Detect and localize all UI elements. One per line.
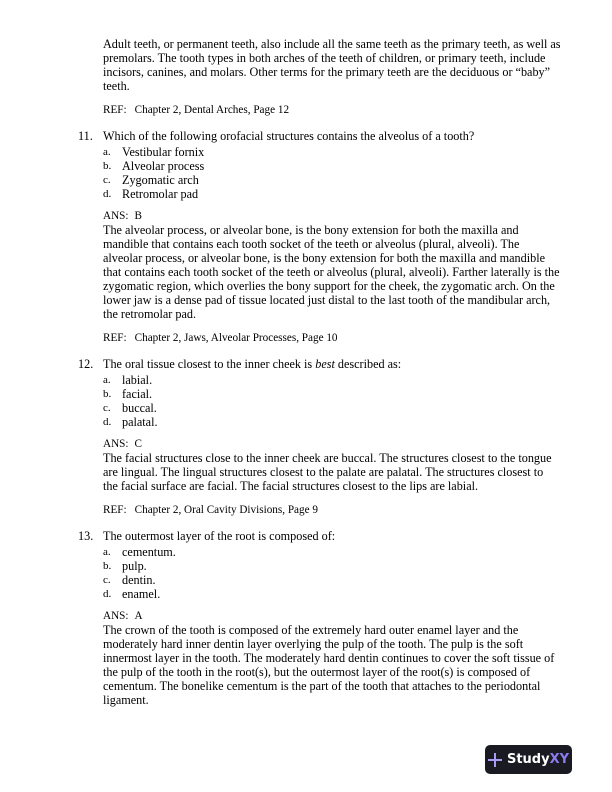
answer: ANS: B xyxy=(103,210,142,222)
option-c: c. buccal. xyxy=(103,401,157,415)
question-stem: Which of the following orofacial structures contains the alveolus of a tooth? xyxy=(103,129,475,143)
question-number: 13. xyxy=(78,529,94,543)
option-d: d. Retromolar pad xyxy=(103,187,199,201)
option-a: a. Vestibular fornix xyxy=(103,145,205,159)
question-stem: The outermost layer of the root is composed of: xyxy=(103,529,336,543)
option-c: c. dentin. xyxy=(103,573,156,587)
plus-icon xyxy=(488,753,502,767)
rationale: The crown of the tooth is composed of the extremely hard outer enamel layer and the moderately hard inner dentin layer overlying the pulp of the tooth. The pulp is the soft innermost layer in the tooth. The moderately hard dentin continues to cover the soft tissue of the pulp of the tooth in the root(s), but the outermost layer of the root(s) is composed of cementum. The bonelike cementum is the part of the tooth that attaches to the periodontal ligament. xyxy=(103,623,555,707)
question-number: 12. xyxy=(78,357,94,371)
option-d: d. palatal. xyxy=(103,415,158,429)
option-b: b. Alveolar process xyxy=(103,159,205,173)
question-12 xyxy=(78,357,561,517)
option-a: a. labial. xyxy=(103,373,153,387)
question-13 xyxy=(78,529,561,707)
options-list xyxy=(103,145,561,201)
question-number: 11. xyxy=(78,129,93,143)
reference: REF: Chapter 2, Jaws, Alveolar Processes, Page 10 xyxy=(103,332,338,344)
option-a: a. cementum. xyxy=(103,545,176,559)
question-11 xyxy=(78,129,561,345)
rationale: The facial structures close to the inner cheek are buccal. The structures closest to the tongue are lingual. The lingual structures closest to the palate are palatal. The structures closest to the facial surface are facial. The facial structures closest to the lips are labial. xyxy=(103,451,552,493)
studyxy-logo[interactable] xyxy=(485,745,572,774)
option-d: d. enamel. xyxy=(103,587,161,601)
options-list xyxy=(103,373,561,429)
answer: ANS: A xyxy=(103,610,143,622)
options-list xyxy=(103,545,561,601)
option-c: c. Zygomatic arch xyxy=(103,173,199,187)
reference: REF: Chapter 2, Oral Cavity Divisions, Page 9 xyxy=(103,504,318,516)
question-stem: The oral tissue closest to the inner cheek is best described as: xyxy=(103,357,402,371)
intro-paragraph: Adult teeth, or permanent teeth, also include all the same teeth as the primary teeth, as well as premolars. The tooth types in both arches of the teeth of children, or primary teeth, include incisors, canines, and molars. Other terms for the primary teeth are the deciduous or “baby” teeth. xyxy=(103,37,561,93)
answer: ANS: C xyxy=(103,438,142,450)
option-b: b. facial. xyxy=(103,387,153,401)
reference: REF: Chapter 2, Dental Arches, Page 12 xyxy=(103,104,290,116)
document-page xyxy=(78,37,561,707)
rationale: The alveolar process, or alveolar bone, is the bony extension for both the maxilla and mandible that contains each tooth socket of the teeth or alveolus (plural, alveoli). The alveolar process, or alveolar bone, is the bony extension for both the maxilla and mandible that contains each tooth socket of the teeth or alveolus (plural, alveoli). Farther laterally is the zygomatic region, which overlies the bony support for the cheek, the zygomatic arch. On the lower jaw is a dense pad of tissue located just distal to the last tooth of the mandibular arch, the retromolar pad. xyxy=(103,223,560,321)
logo-text: StudyXY xyxy=(506,751,570,767)
option-b: b. pulp. xyxy=(103,559,147,573)
